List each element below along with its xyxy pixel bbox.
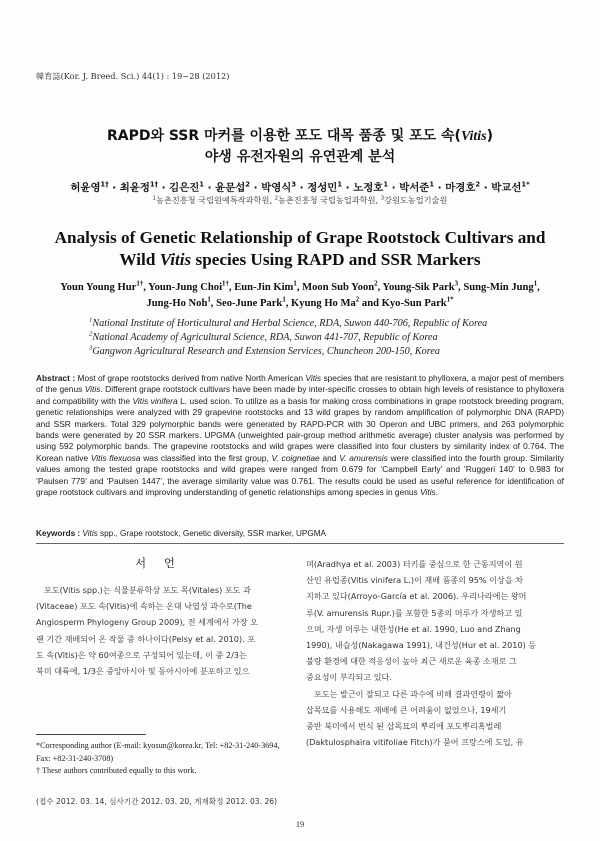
english-title-genus: Vitis — [159, 250, 192, 269]
author-name: 정성민 — [307, 182, 338, 194]
abstract: Abstract : Most of grape rootstocks derived from native North American Vitis species that are resistant to phylloxera, a major pest of members of the genus Vitis. Different grape rootstock cultivars have been made by inter-specific crosses to obtain high levels of resistance to phylloxera and compatibility with the Vitis vinifera L. used scion. To utilize as a basis for making cross combinations in grape rootstock breeding program, genetic relationships were analyzed with 29 grapevine rootstocks and 13 wild grapes by random amplification of polymorphic DNA (RAPD) and SSR markers. Total 329 polymorphic bands were generated by RAPD-PCR with 30 Operon and UBC primers, and 263 polymorphic bands were generated by 20 SSR markers. UPGMA (unweighted pair-group method arithmetic average) cluster analysis was performed by using 592 polymorphic bands. The grapevine rootstocks and wild grapes were classified into four clusters by similarity index of 0.764. The Korean native Vitis flexuosa was classified into the first group, V. coignetiae and V. amurensis were classified into the fourth group. Similarity values among the tested grape rootstocks and wild grapes were ranged from 0.679 for ‘Campbell Early’ and ‘Ruggeri 140’ to 0.983 for ‘Paulsen 779’ and ‘Paulsen 1447’, the average similarity value was 0.761. The results could be used as useful reference for identification of grape rootstock cultivars and improving understanding of genetic relationships among species in genus Vitis. — [36, 373, 564, 498]
author-name: 박서준 — [399, 182, 430, 194]
english-author-line-1: Youn Young Hur$^{1\dagger}$, Youn-Jung Choi$^{1\dagger}$, Eun-Jin Kim$^1$, Moon Sub Yoon$^2$, Young-Sik Park$^3$, Sung-Min Jung$^1$, — [60, 280, 540, 293]
author-name: Seo-June Park — [216, 298, 283, 309]
author-name: 노정호 — [353, 182, 384, 194]
body-text-line: 랜 기간 재배되어 온 작물 중 하나이다(Pelsy et al. 2010). 포 — [36, 633, 256, 644]
author-name: 윤문섭 — [215, 182, 246, 194]
author-mark: 1 — [383, 180, 389, 189]
body-text-line: 북미 대륙에, 1/3은 중앙아시아 및 동아시아에 분포하고 있으 — [36, 666, 250, 677]
korean-title-line-1 — [0, 125, 600, 145]
affiliation-text: 강원도농업기술원 — [384, 195, 448, 205]
author-mark: 2 — [245, 180, 250, 189]
footnotes — [36, 740, 294, 778]
author-name: 박교선 — [491, 182, 522, 194]
author-mark: 2 — [475, 180, 481, 189]
body-text-line: 포도는 발근이 잘되고 다른 과수에 비해 결과연령이 짧아 — [314, 688, 512, 699]
section-heading-introduction: 서언 — [135, 557, 193, 570]
author-mark: 1 — [293, 280, 297, 288]
keywords-label: Keywords : — [36, 529, 81, 538]
journal-header: 韓育誌(Kor. J. Breed. Sci.) 44(1) : 19~28 (2012) — [36, 71, 230, 81]
english-affiliation-1: $^1$National Institute of Horticultural and Herbal Science, RDA, Suwon 440-706, Republic of Korea — [89, 316, 488, 329]
page-number: 19 — [295, 820, 305, 829]
english-title-prefix: Wild — [119, 250, 160, 269]
body-text-line: 며(Aradhya et al. 2003) 터키를 중심으로 한 근동지역이 원 — [306, 559, 523, 569]
author-mark: 1† — [136, 280, 144, 288]
author-name: 최윤정 — [119, 182, 150, 194]
author-mark: 1† — [222, 280, 229, 288]
author-name: Youn Young Hur — [60, 282, 137, 293]
body-text-line: (Daktulosphaira vitifoliae Fitch)가 묻어 프랑스에 도입, 유 — [306, 737, 524, 748]
author-name: Moon Sub Yoon — [302, 282, 375, 293]
author-name: 마경호 — [445, 182, 476, 194]
author-mark: 2 — [355, 296, 360, 304]
english-title-suffix: species Using RAPD and SSR Markers — [191, 250, 481, 269]
author-name: 김은진 — [169, 182, 200, 194]
author-name: Young-Sik Park — [382, 282, 455, 293]
author-name: 허윤영 — [70, 182, 101, 194]
author-mark: 2 — [374, 280, 378, 288]
english-affiliation-2: $^2$National Academy of Agricultural Science, RDA, Suwon 441-707, Republic of Korea — [89, 330, 438, 343]
body-text-line: 으며, 자생 머루는 내한성(He et al. 1990, Luo and Zhang — [306, 623, 521, 634]
equal-contribution-note: † These authors contributed equally to this work. — [36, 766, 197, 776]
author-mark: 1 — [282, 296, 286, 304]
body-column-right — [306, 556, 564, 750]
author-mark: 1 — [533, 280, 538, 288]
abstract-label: Abstract : — [36, 373, 76, 383]
author-mark: 3 — [291, 180, 297, 189]
body-text-line: 1990), 내습성(Nakagawa 1991), 내건성(Hur et al. 2010) 등 — [306, 640, 537, 651]
english-title-line-2 — [0, 250, 600, 270]
affiliation-mark: 3 — [380, 195, 385, 202]
affiliation-text: 농촌진흥청 국립농업과학원, — [277, 195, 381, 205]
body-text-line: 삽목묘를 사용해도 재배에 큰 어려움이 없었으나, 19세기 — [306, 704, 507, 715]
author-mark: 1* — [521, 180, 530, 189]
body-text-line: Angiosperm Phylogeny Group 2009), 전 세계에서 가장 오 — [36, 617, 258, 628]
author-mark: 1† — [100, 180, 109, 189]
author-mark: 1 — [337, 180, 343, 189]
author-mark: 1 — [199, 180, 204, 189]
author-name: Sung-Min Jung — [463, 282, 534, 293]
author-mark: 1† — [149, 180, 158, 189]
korean-affiliations — [0, 195, 600, 206]
body-text-line: 지하고 있다(Arroyo-García et al. 2006). 우리나라에는 왕머 — [306, 591, 527, 602]
author-name: Kyo-Sun Park — [381, 298, 447, 309]
author-name: 박영식 — [261, 182, 292, 194]
author-name: Kyung Ho Ma — [291, 298, 356, 309]
english-author-line-2: Jung-Ho Noh$^1$, Seo-June Park$^1$, Kyung Ho Ma$^2$ and Kyo-Sun Park$^{1*}$ — [146, 296, 454, 309]
body-text-line: 중요성이 부각되고 있다. — [306, 672, 392, 683]
body-text-line: 도 속(Vitis)은 약 60여종으로 구성되어 있는데, 이 중 2/3는 — [36, 649, 247, 660]
korean-title-prefix: RAPD와 SSR 마커를 이용한 포도 대목 품종 및 포도 속( — [106, 128, 461, 144]
author-name: Jung-Ho Noh — [146, 298, 208, 309]
affiliation-text: 농촌진흥청 국립원예특작과학원, — [156, 195, 275, 205]
author-name: Youn-Jung Choi — [148, 282, 223, 293]
body-text-line: 산인 유럽종(Vitis vinifera L.)이 재배 품종의 95% 이상을 차 — [306, 575, 524, 586]
author-mark: 1 — [429, 180, 435, 189]
body-text-line: 중반 북미에서 번식 된 삽목묘의 뿌리에 포도뿌리혹벌레 — [306, 721, 502, 732]
english-title-line-1: Analysis of Genetic Relationship of Grape Rootstock Cultivars and — [54, 228, 546, 247]
author-name: Eun-Jin Kim — [234, 282, 294, 293]
body-text-line: 포도(Vitis spp.)는 식물분류학상 포도 목(Vitales) 포도 과 — [44, 585, 251, 595]
korean-author-list: 허윤영$^{1\dagger}$ · 최윤정$^{1\dagger}$ · 김은진$^1$ · 윤문섭$^2$ · 박영식$^3$ · 정성민$^1$ · 노정호$^1$ · 박서준$^1$ · 마경호$^2$ · 박교선$^{1*}$ — [70, 180, 530, 194]
corresponding-author-note: *Corresponding author (E-mail: kyosun@korea.kr, Tel: +82-31-240-3694, Fax: +82-31-240-3708) — [36, 741, 280, 763]
body-column-left — [36, 582, 294, 679]
author-mark: 1* — [446, 296, 454, 304]
korean-title-genus: Vitis — [460, 129, 487, 144]
author-mark: 3 — [454, 280, 459, 288]
section-divider — [36, 543, 564, 544]
affiliation-mark: 2 — [274, 195, 278, 202]
body-text-line: (Vitaceae) 포도 속(Vitis)에 속하는 온대 낙엽성 과수로(The — [36, 601, 252, 612]
footnote-divider — [36, 734, 146, 735]
keywords: Keywords : Vitis spp., Grape rootstock, Genetic diversity, SSR marker, UPGMA — [36, 529, 327, 538]
body-text-line: 루(V. amurensis Rupr.)를 포함한 5종의 머루가 자생하고 있 — [306, 607, 523, 618]
korean-title-line-2: 야생 유전자원의 유연관계 분석 — [204, 149, 396, 165]
and-word: and — [361, 298, 379, 309]
body-text-line: 불량 환경에 대한 적응성이 높아 최근 새로운 육종 소재로 그 — [306, 656, 517, 667]
korean-title-suffix: ) — [486, 128, 494, 144]
received-dates: (접수 2012. 03. 14, 심사기간 2012. 03. 20, 게재확정 2012. 03. 26) — [36, 797, 278, 806]
author-mark: 1 — [207, 296, 211, 304]
english-affiliation-3: $^3$Gangwon Agricultural Research and Extension Services, Chuncheon 200-150, Korea — [89, 344, 440, 357]
affiliation-mark: 1 — [152, 195, 157, 202]
